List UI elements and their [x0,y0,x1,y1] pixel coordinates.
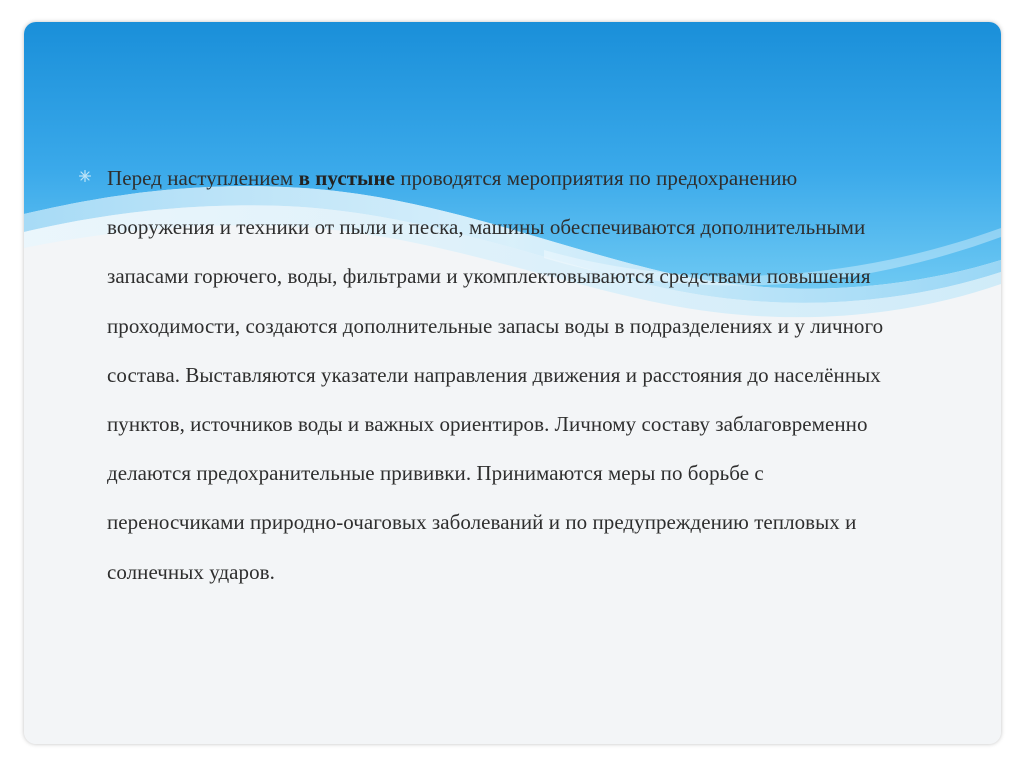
paragraph-emphasis: в пустыне [298,166,396,190]
paragraph-lead: Перед наступлением [107,166,299,190]
slide-content [107,154,887,597]
star-bullet-icon [79,170,91,182]
presentation-slide [24,22,1001,744]
paragraph-body: проводятся мероприятия по предохранению вооружения и техники от пыли и песка, машины обеспечиваются дополнительными запасами горючего, воды, фильтрами и укомплектовываются средствами повышения проходимости, создаются дополнительные запасы воды в подразделениях и у личного состава. Выставляются указатели направления движения и расстояния до населённых пунктов, источников воды и важных ориентиров. Личному составу заблаговременно делаются предохранительные прививки. Принимаются меры по борьбе с переносчиками природно-очаговых заболеваний и по предупреждению тепловых и солнечных ударов. [107,166,884,584]
bullet-item [107,154,887,597]
slide-paragraph [107,154,887,597]
